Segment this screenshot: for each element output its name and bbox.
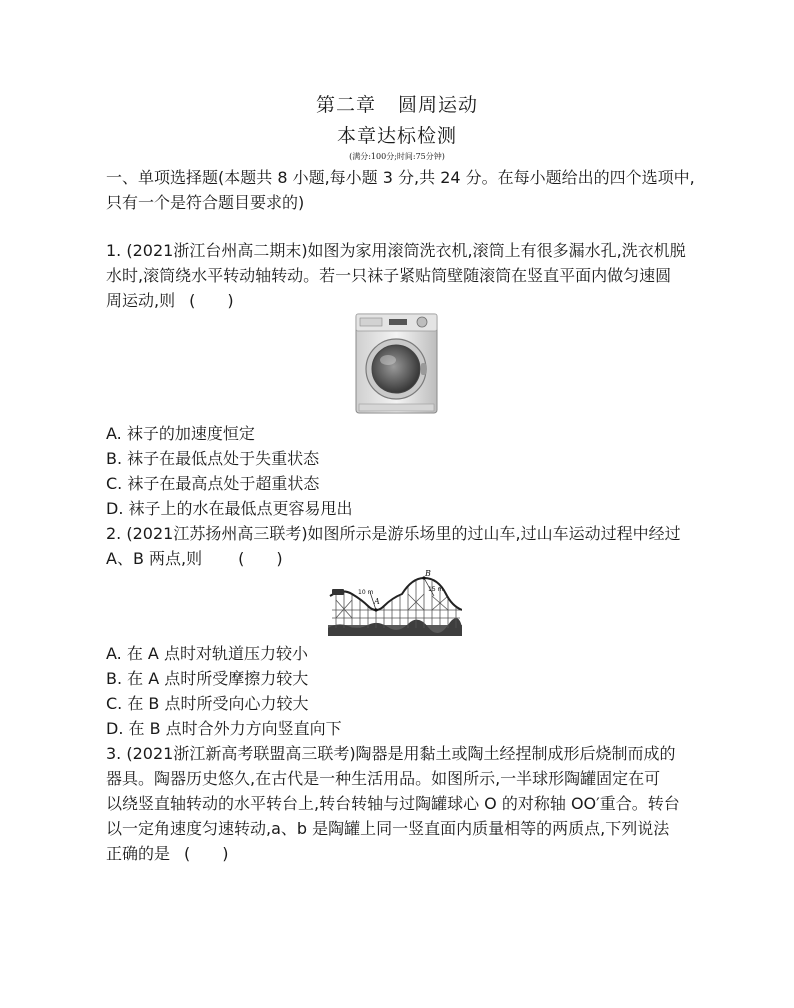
section1-heading-line2: 只有一个是符合题目要求的) <box>106 193 305 212</box>
q2-option-d: D. 在 B 点时合外力方向竖直向下 <box>106 719 342 738</box>
q2-stem-text: A、B 两点,则 <box>106 549 203 568</box>
q3-stem-line2: 器具。陶器历史悠久,在古代是一种生活用品。如图所示,一半球形陶罐固定在可 <box>106 769 661 788</box>
q1-option-b: B. 袜子在最低点处于失重状态 <box>106 449 320 468</box>
point-b-label: B <box>425 570 431 578</box>
q1-option-d: D. 袜子上的水在最低点更容易甩出 <box>106 499 353 518</box>
score-note: (满分:100分;时间:75分钟) <box>349 152 445 161</box>
q1-stem-text: 周运动,则 <box>106 291 176 310</box>
q1-option-a: A. 袜子的加速度恒定 <box>106 424 255 443</box>
q3-answer-paren: ( ) <box>184 844 229 863</box>
q3-stem-text: 正确的是 <box>106 844 171 863</box>
section1-heading-line1: 一、单项选择题(本题共 8 小题,每小题 3 分,共 24 分。在每小题给出的四个选项中, <box>106 168 695 187</box>
chapter-topic: 圆周运动 <box>398 94 479 116</box>
q1-stem-line1: 1. (2021浙江台州高二期末)如图为家用滚筒洗衣机,滚筒上有很多漏水孔,洗衣机脱 <box>106 241 686 260</box>
radius-a-label: 10 m <box>358 589 374 596</box>
q2-answer-paren: ( ) <box>238 549 283 568</box>
q3-stem-line1: 3. (2021浙江新高考联盟高三联考)陶器是用黏土或陶土经捏制成形后烧制而成的 <box>106 744 676 763</box>
q1-answer-paren: ( ) <box>189 291 234 310</box>
q1-stem-line3 <box>106 291 234 311</box>
q2-option-a: A. 在 A 点时对轨道压力较小 <box>106 644 308 663</box>
q3-stem-line4: 以一定角速度匀速转动,a、b 是陶罐上同一竖直面内质量相等的两质点,下列说法 <box>106 819 670 838</box>
q2-option-b: B. 在 A 点时所受摩擦力较大 <box>106 669 309 688</box>
chapter-title <box>0 90 794 117</box>
washing-machine-figure <box>355 313 438 415</box>
q1-stem-line2: 水时,滚筒绕水平转动轴转动。若一只袜子紧贴筒壁随滚筒在竖直平面内做匀速圆 <box>106 266 672 285</box>
chapter-subtitle: 本章达标检测 <box>336 125 457 147</box>
q3-stem-line3: 以绕竖直轴转动的水平转台上,转台转轴与过陶罐球心 O 的对称轴 OO′重合。转台 <box>106 794 680 813</box>
q1-option-c: C. 袜子在最高点处于超重状态 <box>106 474 320 493</box>
point-a-label: A <box>374 597 380 606</box>
q2-option-c: C. 在 B 点时所受向心力较大 <box>106 694 309 713</box>
roller-coaster-figure <box>328 570 462 636</box>
chapter-number: 第二章 <box>315 94 376 116</box>
q3-stem-line5 <box>106 844 229 864</box>
radius-b-label: 15 m <box>428 586 444 593</box>
q2-stem-line2 <box>106 549 283 569</box>
q2-stem-line1: 2. (2021江苏扬州高三联考)如图所示是游乐场里的过山车,过山车运动过程中经过 <box>106 524 681 543</box>
